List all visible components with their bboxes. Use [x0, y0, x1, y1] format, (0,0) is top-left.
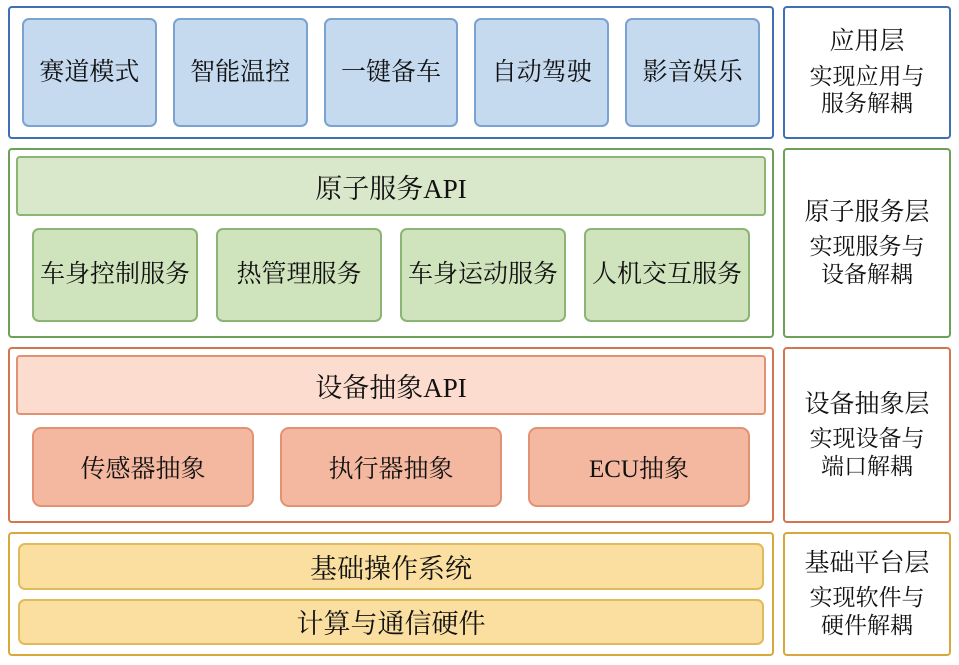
atomic-box-hmi-service-line2: 服务: [692, 261, 743, 288]
application-layer-label: [783, 6, 951, 139]
atomic-service-box-group: [10, 216, 772, 336]
app-box-track-mode-line1: 赛道: [39, 58, 90, 86]
application-layer-body: [8, 6, 774, 139]
atomic-box-thermal-management-service[interactable]: [216, 228, 382, 322]
atomic-box-hmi-service-line1: 人机交互: [591, 261, 692, 288]
app-box-track-mode-line2: 模式: [89, 58, 140, 86]
base-platform-layer-subtitle: [810, 584, 925, 639]
app-box-autonomous-driving[interactable]: [474, 18, 609, 127]
app-box-one-key-prepare[interactable]: [324, 18, 459, 127]
layer-device-abstraction: [8, 347, 951, 523]
atomic-box-body-motion-service[interactable]: [400, 228, 566, 322]
base-platform-layer-subtitle-line1: 实现软件与: [809, 585, 925, 611]
base-platform-layer-title: 基础平台层: [804, 549, 930, 577]
atomic-box-body-motion-service-line2: 服务: [508, 261, 559, 288]
device-box-actuator-abstraction[interactable]: 执行器抽象: [280, 427, 502, 507]
app-box-smart-climate[interactable]: [173, 18, 308, 127]
base-platform-layer-body: [8, 532, 774, 656]
atomic-service-layer-body: [8, 148, 774, 338]
app-box-one-key-prepare-line2: 备车: [390, 58, 441, 86]
atomic-box-body-motion-service-line1: 车身运动: [407, 261, 508, 288]
app-box-autonomous-driving-line1: 自动: [491, 58, 542, 86]
device-box-sensor-abstraction[interactable]: 传感器抽象: [32, 427, 254, 507]
application-layer-subtitle-line2: 服务解耦: [821, 91, 913, 117]
base-bar-operating-system[interactable]: 基础操作系统: [18, 543, 764, 590]
device-abstraction-api-bar[interactable]: 设备抽象API: [16, 355, 766, 415]
device-abstraction-layer-subtitle: [810, 425, 925, 480]
atomic-box-body-control-service-line2: 服务: [140, 261, 191, 288]
base-bar-compute-communication-hardware[interactable]: 计算与通信硬件: [18, 599, 764, 646]
atomic-service-layer-subtitle: [810, 233, 925, 288]
app-box-infotainment-line2: 娱乐: [692, 58, 743, 86]
app-box-smart-climate-line1: 智能: [190, 58, 241, 86]
atomic-service-layer-label: [783, 148, 951, 338]
device-abstraction-layer-subtitle-line1: 实现设备与: [809, 426, 925, 452]
base-platform-layer-subtitle-line2: 硬件解耦: [821, 612, 913, 638]
base-platform-layer-label: [783, 532, 951, 656]
device-abstraction-layer-body: [8, 347, 774, 523]
application-layer-subtitle-line1: 实现应用与: [809, 63, 925, 89]
layer-atomic-service: [8, 148, 951, 338]
atomic-service-layer-title: 原子服务层: [804, 198, 930, 226]
atomic-box-body-control-service-line1: 车身控制: [39, 261, 140, 288]
app-box-smart-climate-line2: 温控: [240, 58, 291, 86]
atomic-box-thermal-management-service-line2: 服务: [311, 261, 362, 288]
atomic-service-api-bar[interactable]: 原子服务API: [16, 156, 766, 216]
application-box-group: [22, 18, 760, 127]
atomic-service-layer-subtitle-line2: 设备解耦: [821, 261, 913, 287]
device-abstraction-box-group: [10, 415, 772, 521]
device-abstraction-layer-label: [783, 347, 951, 523]
device-box-ecu-abstraction[interactable]: ECU抽象: [528, 427, 750, 507]
app-box-infotainment[interactable]: [625, 18, 760, 127]
layer-base-platform: [8, 532, 951, 656]
application-layer-title: 应用层: [829, 28, 905, 56]
application-layer-subtitle: [810, 63, 925, 118]
device-abstraction-layer-title: 设备抽象层: [804, 390, 930, 418]
atomic-box-hmi-service[interactable]: [584, 228, 750, 322]
device-abstraction-layer-subtitle-line2: 端口解耦: [821, 453, 913, 479]
app-box-one-key-prepare-line1: 一键: [340, 58, 391, 86]
atomic-box-thermal-management-service-line1: 热管理: [236, 261, 312, 288]
app-box-autonomous-driving-line2: 驾驶: [541, 58, 592, 86]
app-box-track-mode[interactable]: [22, 18, 157, 127]
app-box-infotainment-line1: 影音: [642, 58, 693, 86]
layer-application: [8, 6, 951, 139]
atomic-box-body-control-service[interactable]: [32, 228, 198, 322]
atomic-service-layer-subtitle-line1: 实现服务与: [809, 234, 925, 260]
